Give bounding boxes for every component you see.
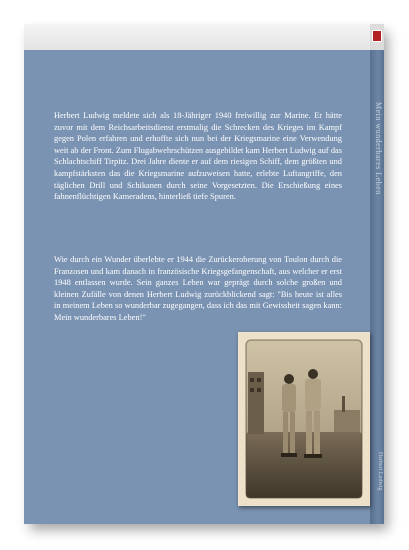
cover-top-strip	[24, 24, 370, 50]
publisher-logo-icon	[372, 30, 382, 42]
book-spine	[370, 24, 384, 524]
photo-image	[238, 332, 370, 506]
spine-title: Mein wunderbares Leben	[374, 102, 383, 195]
spine-author: Herbert Ludwig	[377, 452, 383, 491]
book-back-cover	[24, 24, 384, 524]
blurb-paragraph-1: Herbert Ludwig meldete sich als 18-Jähriger 1940 freiwillig zur Marine. Er hätte zuvor mit dem Reichsarbeitsdienst erstmalig die Schrecken des Krieges im Kampf gegen Polen erfahren und erhoffte sich nun bei der Kriegsmarine eine Verwendung weit ab der Front. Zum Flugabwehrschützen ausgebildet kam Herbert Ludwig auf das Schlachtschiff Tirpitz. Drei Jahre diente er auf dem riesigen Schiff, dem größten und kampfstärksten das die Kriegsmarine aufzuweisen hatte, erlebte Luftangriffe, den täglichen Drill und Schikanen durch seine Vorgesetzten. Die Erschießung eines fahnenflüchtigen Kameradens, hinterließ tiefe Spuren.	[54, 111, 342, 202]
vintage-photo	[238, 332, 370, 506]
blurb-paragraph-2: Wie durch ein Wunder überlebte er 1944 die Zurückeroberung von Toulon durch die Franzosen und kam danach in französische Kriegsgefangenschaft, aus welcher er erst 1948 entlassen wurde. Sein ganzes Leben war geprägt durch solche großen und kleinen Zufälle von denen Herbert Ludwig zurückblickend sagt: "Bis heute ist alles in meinem Leben so wunderbar zugegangen, dass ich das mit Gewissheit sagen kann: Mein wunderbares Leben!"	[54, 255, 342, 322]
